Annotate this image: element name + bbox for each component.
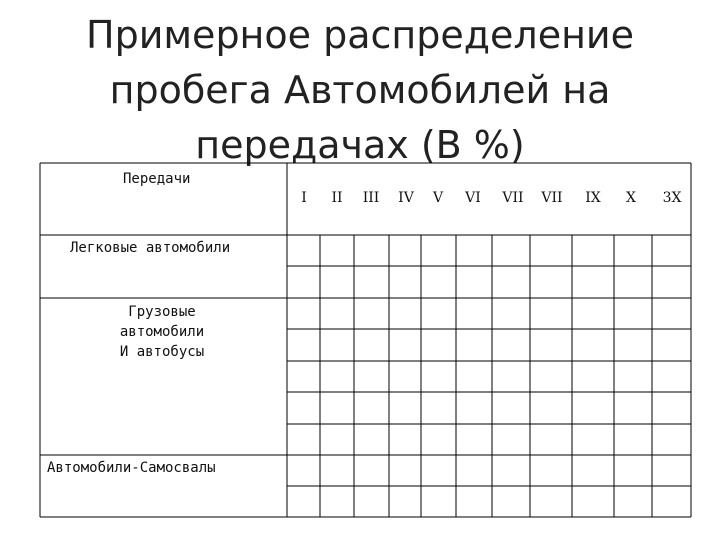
- column-header: 3X: [662, 190, 682, 206]
- title-line-1: Примерное распределение: [86, 13, 634, 57]
- column-header: X: [626, 190, 636, 206]
- row-label-dumptrucks: Автомобили-Самосвалы: [47, 460, 216, 476]
- column-header: I: [301, 190, 307, 206]
- header-label: Передачи: [123, 171, 191, 187]
- row-label-line: автомобили: [119, 324, 205, 340]
- column-header: V: [432, 190, 444, 206]
- title-line-2: пробега Автомобилей на: [109, 68, 611, 112]
- column-header: VI: [465, 190, 481, 206]
- row-label-line: И автобусы: [119, 344, 205, 360]
- row-label-line: Грузовые: [128, 304, 196, 320]
- column-header: VII: [541, 190, 563, 206]
- row-label-trucks: [92, 302, 232, 362]
- column-header: II: [331, 190, 343, 206]
- row-label-cars: Легковые автомобили: [70, 240, 231, 256]
- title-line-3: передачах (В %): [195, 123, 525, 167]
- column-header: VII: [502, 190, 524, 206]
- column-header: III: [362, 190, 380, 206]
- column-header: IV: [398, 190, 414, 206]
- column-header: IX: [585, 190, 601, 206]
